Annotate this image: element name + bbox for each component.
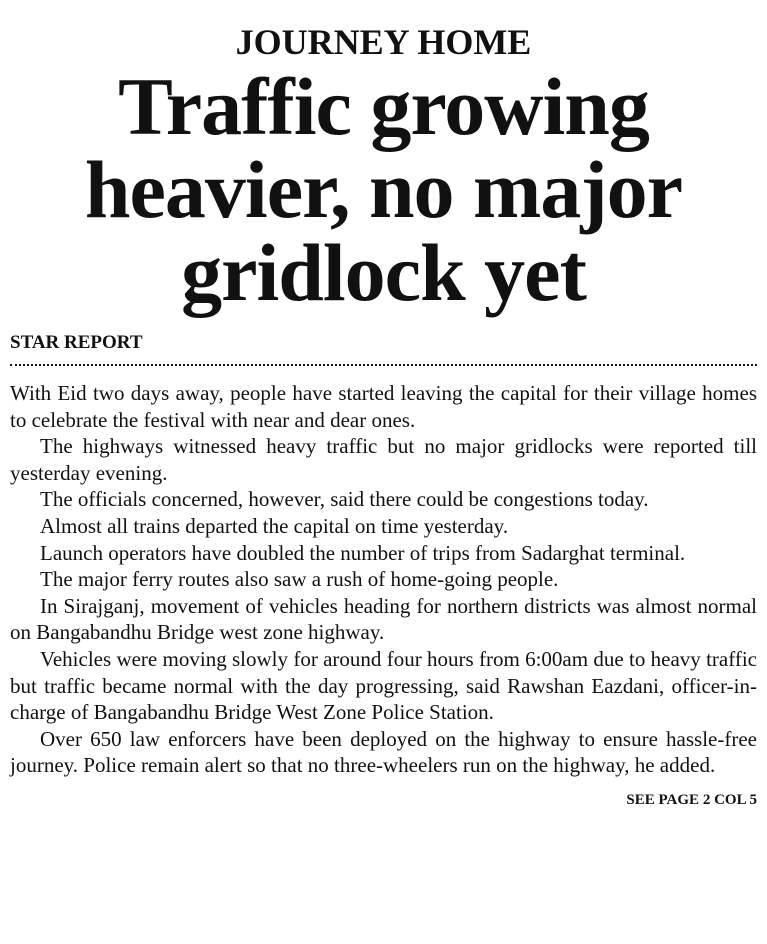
- article-paragraph: In Sirajganj, movement of vehicles heading for northern districts was almost normal on Bangabandhu Bridge west zone highway.: [10, 593, 757, 645]
- article-headline: Traffic growing heavier, no major gridlock yet: [84, 61, 683, 318]
- article-body: [10, 380, 757, 779]
- article-paragraph: The officials concerned, however, said there could be congestions today.: [40, 487, 649, 512]
- article-byline: STAR REPORT: [10, 332, 143, 353]
- article-paragraph: Almost all trains departed the capital on time yesterday.: [40, 513, 509, 538]
- article-paragraph: Vehicles were moving slowly for around four hours from 6:00am due to heavy traffic but traffic became normal with the day progressing, said Rawshan Eazdani, officer-in-charge of Bangabandhu Bridge West Zone Police Station.: [10, 646, 757, 725]
- dotted-divider: [10, 364, 757, 366]
- continued-jump-line[interactable]: SEE PAGE 2 COL 5: [626, 791, 757, 808]
- article-paragraph: The highways witnessed heavy traffic but no major gridlocks were reported till yesterday evening.: [10, 434, 757, 485]
- article-paragraph: Launch operators have doubled the number of trips from Sadarghat terminal.: [40, 540, 686, 565]
- article-kicker: JOURNEY HOME: [235, 22, 532, 62]
- article-paragraph: The major ferry routes also saw a rush of home-going people.: [40, 567, 559, 592]
- article-paragraph: Over 650 law enforcers have been deployed on the highway to ensure hassle-free journey. Police remain alert so that no three-wheelers run on the highway, he added.: [10, 726, 757, 778]
- article-paragraph: With Eid two days away, people have started leaving the capital for their village homes to celebrate the festival with near and dear ones.: [10, 381, 757, 432]
